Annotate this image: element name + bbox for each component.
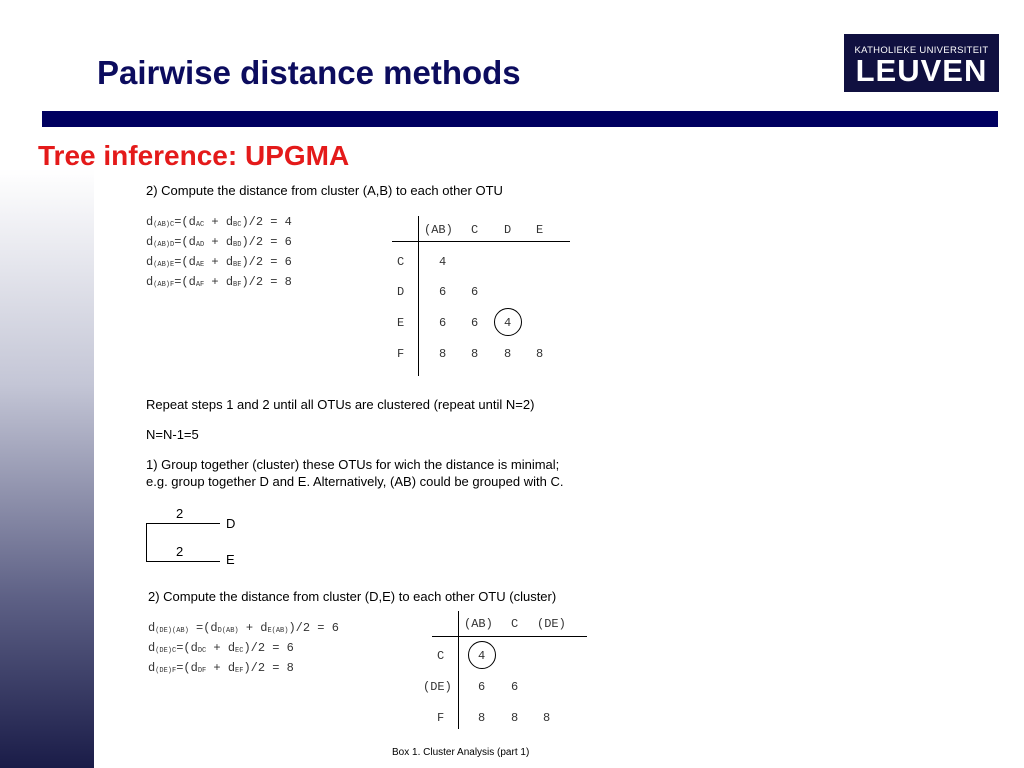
table-cell: 8 — [536, 347, 544, 361]
table-cell: 8 — [543, 711, 551, 725]
table-cell: 8 — [504, 347, 512, 361]
table-cell: 6 — [511, 680, 519, 694]
row-label: F — [437, 711, 445, 725]
formula-row: $d_{(AB)D}=(d_{AD} + d_{BD})/2 = 6$ — [146, 235, 292, 249]
row-label: F — [397, 347, 405, 361]
table-cell: 6 — [471, 285, 479, 299]
repeat-instruction: Repeat steps 1 and 2 until all OTUs are clustered (repeat until N=2) — [146, 397, 535, 412]
formula-row: $d_{(DE)C}=(d_{DC} + d_{EC})/2 = 6$ — [148, 641, 294, 655]
branch-top — [146, 523, 220, 524]
logo-leuven-text: LEUVEN — [855, 53, 988, 88]
column-header: E — [536, 223, 544, 237]
slide-subtitle: Tree inference: UPGMA — [38, 140, 350, 171]
table-cell: 4 — [439, 255, 447, 269]
branch-length-bottom: 2 — [176, 544, 184, 559]
row-label: C — [437, 649, 445, 663]
row-label: D — [397, 285, 405, 299]
formula-row: $d_{(DE)F}=(d_{DF} + d_{EF})/2 = 8$ — [148, 661, 294, 675]
n-update: N=N-1=5 — [146, 427, 199, 442]
step2b-formulas — [148, 620, 339, 680]
table-cell: 6 — [439, 285, 447, 299]
column-header: (AB) — [424, 223, 453, 237]
column-header: (DE) — [537, 617, 566, 631]
table-cell: 8 — [471, 347, 479, 361]
slide-title: Pairwise distance methods — [97, 54, 521, 91]
column-header: C — [471, 223, 479, 237]
title-divider-bar — [42, 111, 998, 127]
table-row-divider — [418, 216, 419, 376]
step2a-formulas — [146, 214, 292, 294]
row-label: E — [397, 316, 405, 330]
formula-row: $d_{(AB)E}=(d_{AE} + d_{BE})/2 = 6$ — [146, 255, 292, 269]
leaf-d: D — [226, 516, 236, 531]
branch-joint — [146, 523, 147, 561]
leuven-logo — [844, 34, 999, 92]
table-header-line — [432, 636, 587, 637]
step2a-heading: 2) Compute the distance from cluster (A,B) to each other OTU — [146, 183, 503, 198]
figure-caption: Box 1. Cluster Analysis (part 1) — [392, 747, 530, 758]
table-cell: 8 — [511, 711, 519, 725]
table-row-divider — [458, 611, 459, 729]
table-cell: 4 — [478, 649, 486, 663]
step2b-heading: 2) Compute the distance from cluster (D,E) to each other OTU (cluster) — [148, 589, 557, 604]
step1-line1: 1) Group together (cluster) these OTUs for wich the distance is minimal; — [146, 457, 560, 472]
table-cell: 4 — [504, 316, 512, 330]
table-cell: 6 — [478, 680, 486, 694]
column-header: C — [511, 617, 519, 631]
formula-row: $d_{(AB)C}=(d_{AC} + d_{BC})/2 = 4$ — [146, 215, 292, 229]
table-cell: 6 — [439, 316, 447, 330]
row-label: (DE) — [423, 680, 452, 694]
logo-university-text: KATHOLIEKE UNIVERSITEIT — [854, 45, 989, 56]
column-header: D — [504, 223, 512, 237]
row-label: C — [397, 255, 405, 269]
branch-length-top: 2 — [176, 506, 184, 521]
leaf-e: E — [226, 552, 235, 567]
table-cell: 8 — [439, 347, 447, 361]
formula-row: $d_{(AB)F}=(d_{AF} + d_{BF})/2 = 8$ — [146, 275, 292, 289]
table-cell: 8 — [478, 711, 486, 725]
formula-row: $d_{(DE)(AB)} =(d_{D(AB)} + d_{E(AB)})/2 = 6$ — [148, 621, 339, 635]
table-cell: 6 — [471, 316, 479, 330]
branch-bottom — [146, 561, 220, 562]
step1-line2: e.g. group together D and E. Alternatively, (AB) could be grouped with C. — [146, 474, 564, 489]
column-header: (AB) — [464, 617, 493, 631]
